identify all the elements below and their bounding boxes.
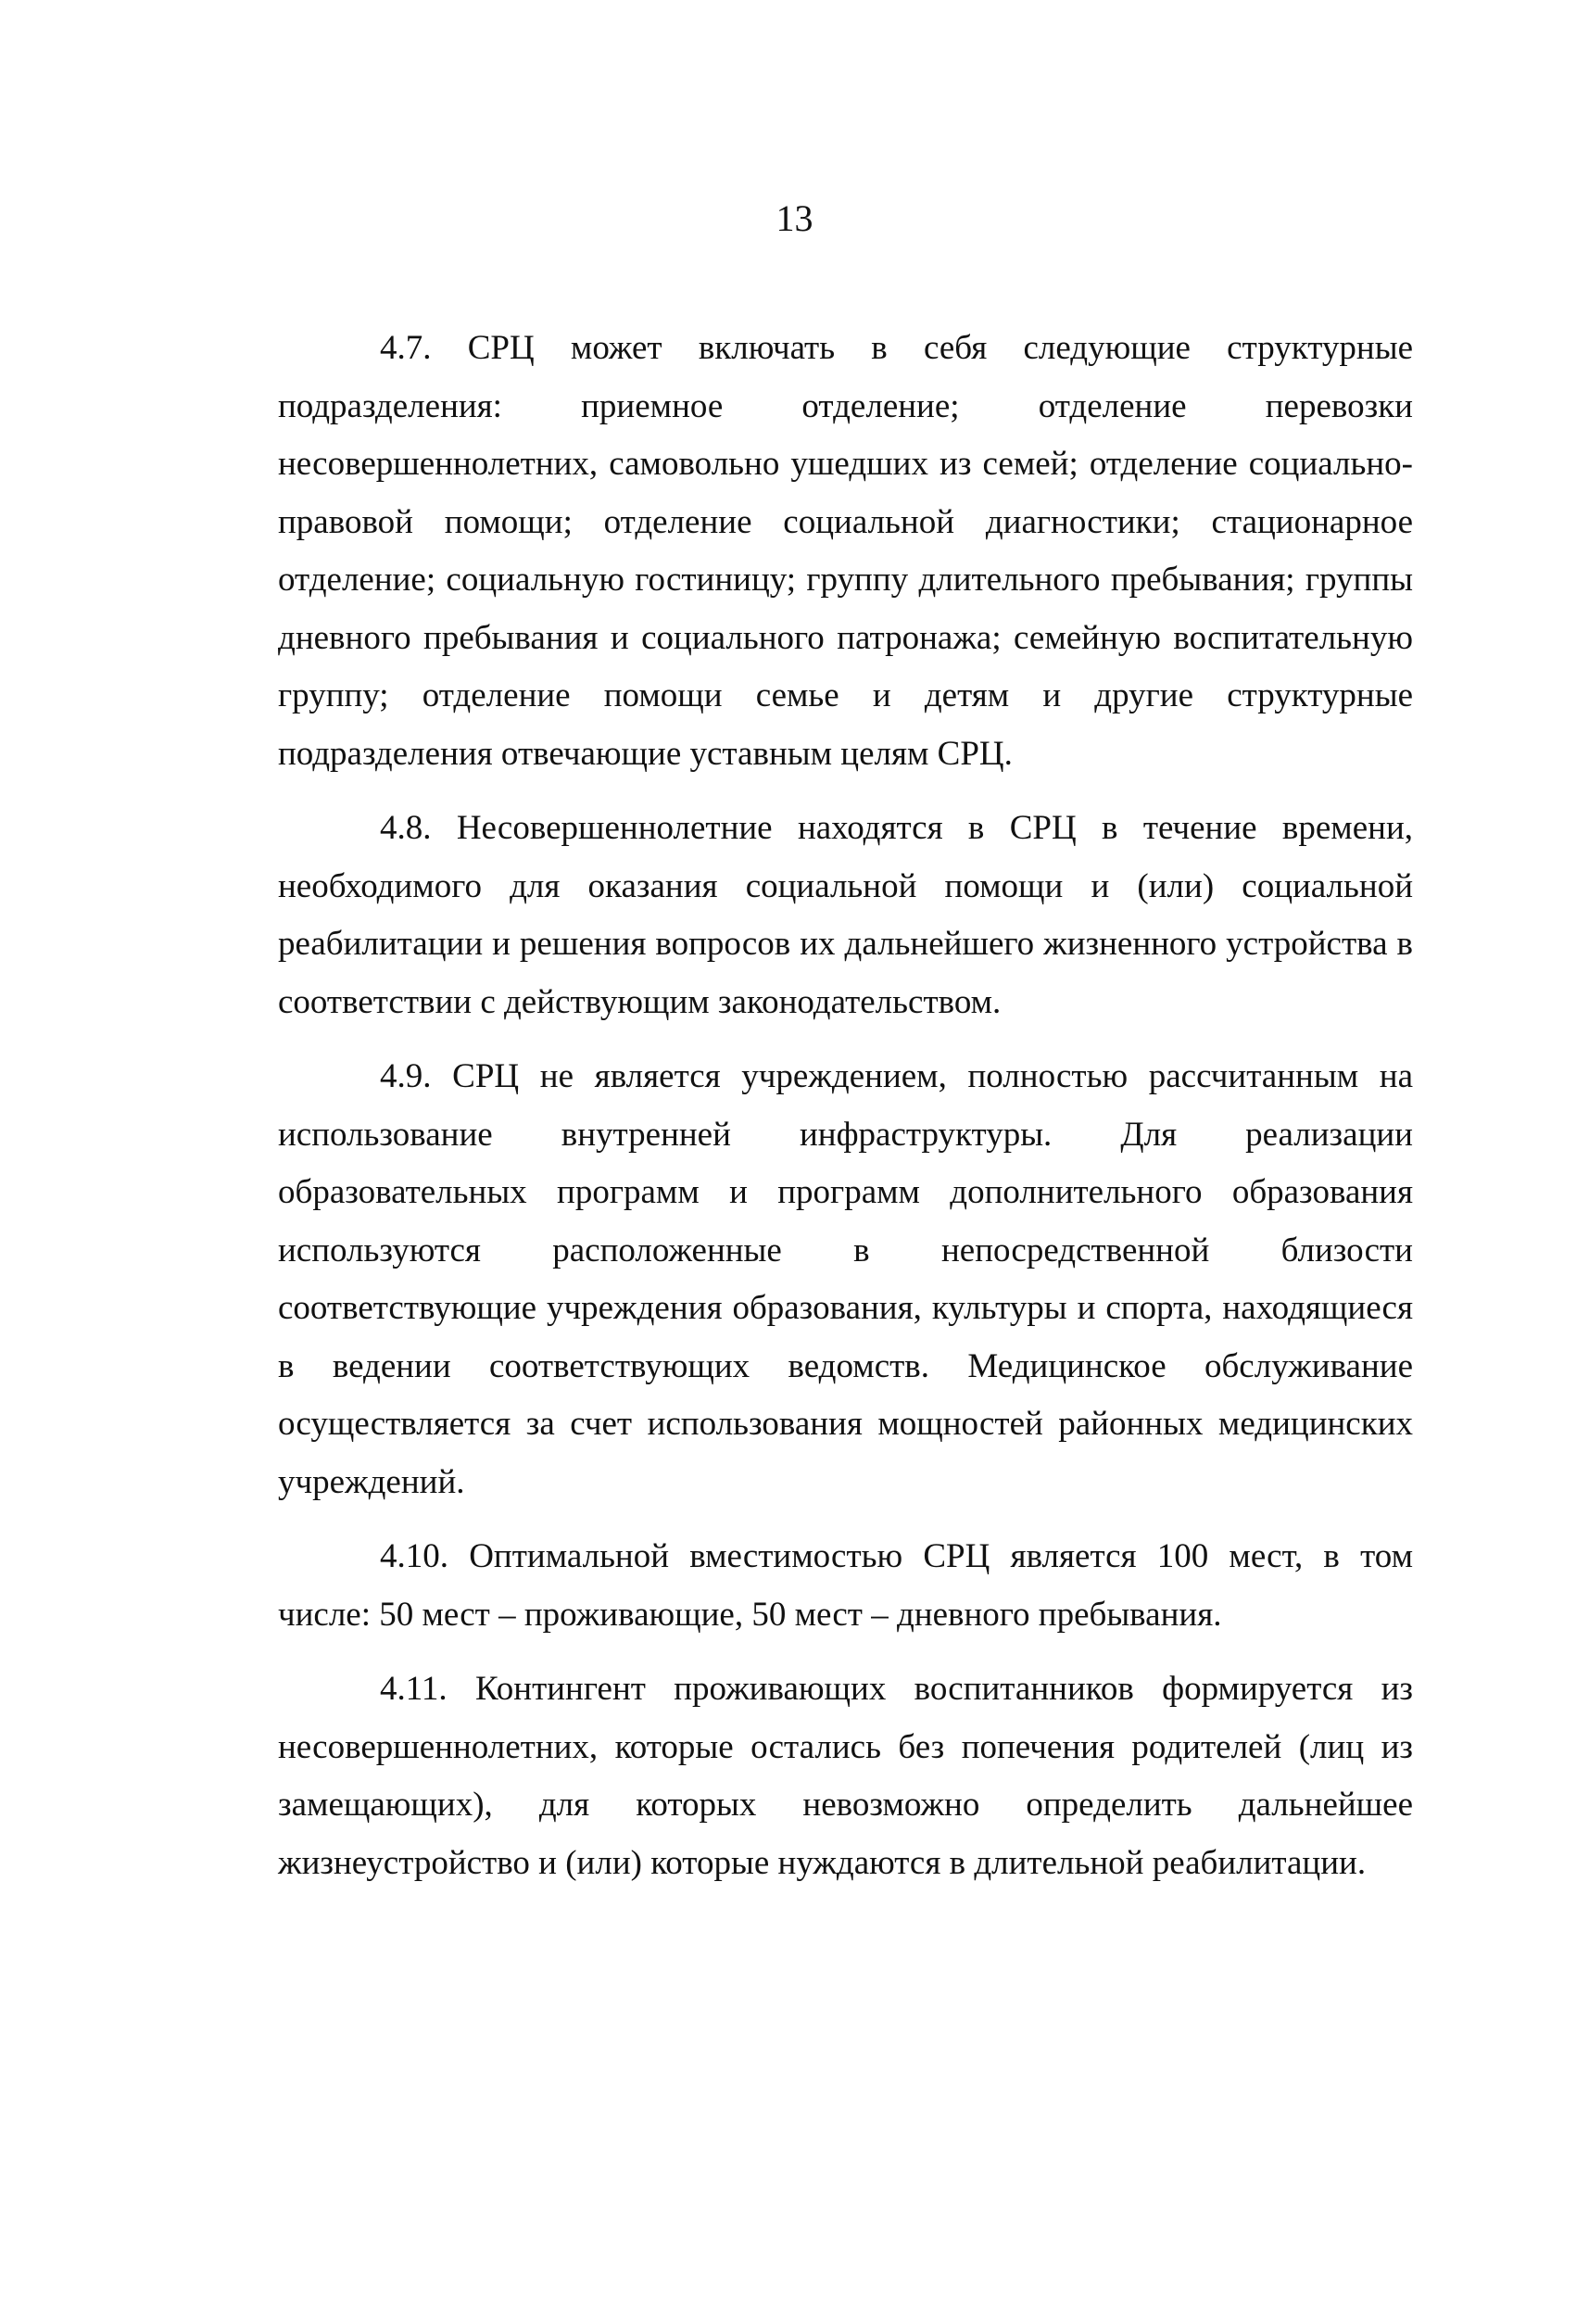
paragraph-4-10: 4.10. Оптимальной вместимостью СРЦ является 100 мест, в том числе: 50 мест – проживающие, 50 мест – дневного пребывания. [278,1537,1413,1634]
paragraph-4-7: 4.7. СРЦ может включать в себя следующие структурные подразделения: приемное отделение; отделение перевозки несовершеннолетних, самовольно ушедших из семей; отделение социально-правовой помощи; отделение социальной диагностики; стационарное отделение; социальную гостиницу; группу длительного пребывания; группы дневного пребывания и социального патронажа; семейную воспитательную группу; отделение помощи семье и детям и другие структурные подразделения отвечающие уставным целям СРЦ. [278,329,1413,773]
paragraph-4-9: 4.9. СРЦ не является учреждением, полностью рассчитанным на использование внутренней инфраструктуры. Для реализации образовательных программ и программ дополнительного образования используются расположенные в непосредственной близости соответствующие учреждения образования, культуры и спорта, находящиеся в ведении соответствующих ведомств. Медицинское обслуживание осуществляется за счет использования мощностей районных медицинских учреждений. [278,1057,1413,1501]
paragraph-4-8: 4.8. Несовершеннолетние находятся в СРЦ в течение времени, необходимого для оказания социальной помощи и (или) социальной реабилитации и решения вопросов их дальнейшего жизненного устройства в соответствии с действующим законодательством. [278,809,1413,1021]
document-body [278,320,1413,1909]
page-number: 13 [776,197,813,239]
paragraph-4-11: 4.11. Контингент проживающих воспитанников формируется из несовершеннолетних, которые остались без попечения родителей (лиц из замещающих), для которых невозможно определить дальнейшее жизнеустройство и (или) которые нуждаются в длительной реабилитации. [278,1670,1413,1882]
